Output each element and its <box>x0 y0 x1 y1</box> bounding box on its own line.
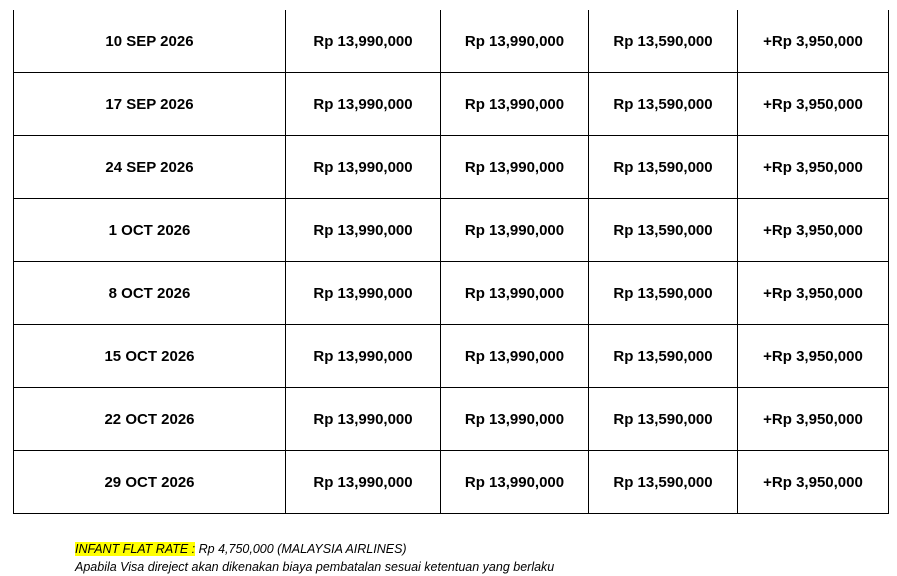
price-cell: Rp 13,990,000 <box>286 73 441 136</box>
price-cell: Rp 13,590,000 <box>589 388 738 451</box>
surcharge-cell: +Rp 3,950,000 <box>738 73 889 136</box>
table-row <box>14 451 889 514</box>
departure-date-cell: 1 OCT 2026 <box>14 199 286 262</box>
surcharge-cell: +Rp 3,950,000 <box>738 388 889 451</box>
infant-rate-value: Rp 4,750,000 (MALAYSIA AIRLINES) <box>195 542 407 556</box>
table-row <box>14 199 889 262</box>
departure-date-cell: 17 SEP 2026 <box>14 73 286 136</box>
price-cell: Rp 13,990,000 <box>286 325 441 388</box>
table-row <box>14 73 889 136</box>
infant-rate-line <box>75 540 554 558</box>
visa-note: Apabila Visa direject akan dikenakan biaya pembatalan sesuai ketentuan yang berlaku <box>75 560 555 574</box>
price-cell: Rp 13,590,000 <box>589 10 738 73</box>
price-cell: Rp 13,590,000 <box>589 262 738 325</box>
departure-price-table <box>13 10 889 514</box>
table-row <box>14 10 889 73</box>
infant-rate-label: INFANT FLAT RATE : <box>75 542 196 556</box>
price-cell: Rp 13,990,000 <box>441 73 589 136</box>
departure-date-cell: 10 SEP 2026 <box>14 10 286 73</box>
price-cell: Rp 13,990,000 <box>286 262 441 325</box>
surcharge-cell: +Rp 3,950,000 <box>738 451 889 514</box>
notes-section <box>75 540 554 576</box>
departure-date-cell: 22 OCT 2026 <box>14 388 286 451</box>
price-cell: Rp 13,990,000 <box>286 388 441 451</box>
table-row <box>14 262 889 325</box>
table-row <box>14 325 889 388</box>
price-cell: Rp 13,590,000 <box>589 136 738 199</box>
departure-date-cell: 15 OCT 2026 <box>14 325 286 388</box>
price-cell: Rp 13,990,000 <box>286 451 441 514</box>
price-cell: Rp 13,590,000 <box>589 325 738 388</box>
surcharge-cell: +Rp 3,950,000 <box>738 10 889 73</box>
surcharge-cell: +Rp 3,950,000 <box>738 262 889 325</box>
price-cell: Rp 13,990,000 <box>441 325 589 388</box>
price-cell: Rp 13,990,000 <box>441 136 589 199</box>
departure-date-cell: 29 OCT 2026 <box>14 451 286 514</box>
price-cell: Rp 13,590,000 <box>589 199 738 262</box>
price-cell: Rp 13,990,000 <box>286 10 441 73</box>
departure-date-cell: 24 SEP 2026 <box>14 136 286 199</box>
table-row <box>14 136 889 199</box>
surcharge-cell: +Rp 3,950,000 <box>738 136 889 199</box>
price-cell: Rp 13,990,000 <box>441 262 589 325</box>
departure-date-cell: 8 OCT 2026 <box>14 262 286 325</box>
price-cell: Rp 13,990,000 <box>441 199 589 262</box>
price-cell: Rp 13,590,000 <box>589 451 738 514</box>
price-cell: Rp 13,590,000 <box>589 73 738 136</box>
price-cell: Rp 13,990,000 <box>286 136 441 199</box>
surcharge-cell: +Rp 3,950,000 <box>738 199 889 262</box>
price-cell: Rp 13,990,000 <box>441 10 589 73</box>
price-cell: Rp 13,990,000 <box>441 388 589 451</box>
price-cell: Rp 13,990,000 <box>286 199 441 262</box>
surcharge-cell: +Rp 3,950,000 <box>738 325 889 388</box>
price-cell: Rp 13,990,000 <box>441 451 589 514</box>
table-row <box>14 388 889 451</box>
